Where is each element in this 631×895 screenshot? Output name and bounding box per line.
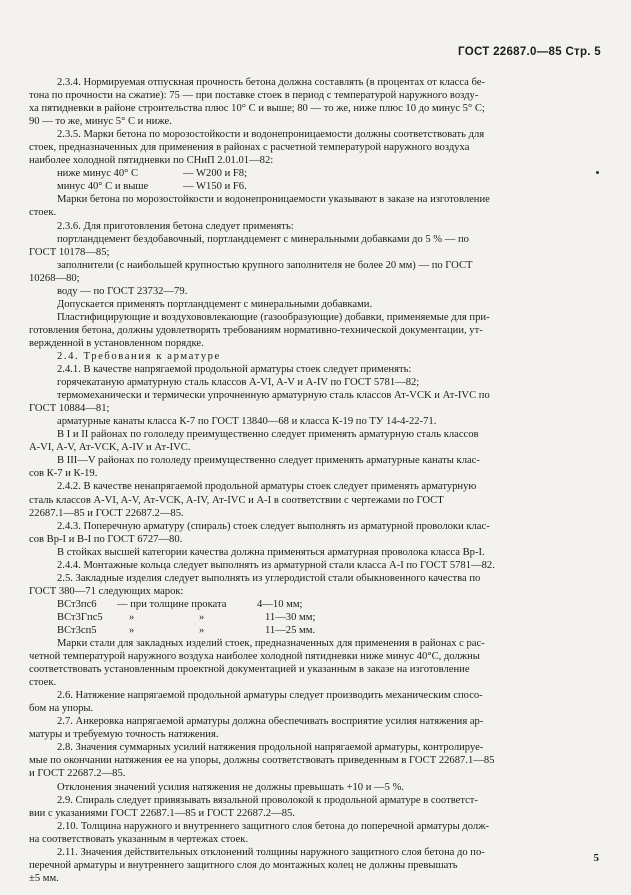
section-heading: 2.4. Требования к арматуре bbox=[57, 350, 221, 362]
text-line: 2.9. Спираль следует привязывать вязальной проволокой к продольной арматуре в соответст- bbox=[57, 794, 478, 806]
text-line: ГОСТ 10884—81; bbox=[29, 403, 110, 415]
text-line: воду — по ГОСТ 23732—79. bbox=[57, 285, 188, 297]
text-line: сов Вр-I и В-I по ГОСТ 6727—80. bbox=[29, 533, 183, 545]
text-line: четной температурой наружного воздуха наиболее холодной пятидневки ниже минус 40°С, должны bbox=[29, 651, 480, 663]
frost-grade-row bbox=[29, 167, 599, 180]
text-line: термомеханически и термически упрочненную арматурную сталь классов Ат-VCK и Ат-IVC по bbox=[57, 390, 490, 402]
text-line: A-VI, A-V, Ат-VCK, A-IV и Ат-IVC. bbox=[29, 442, 191, 454]
text-line: заполнители (с наибольшей крупностью крупного заполнителя не более 20 мм) — по ГОСТ bbox=[57, 259, 473, 271]
steel-grade: ВСт3Гпс5 bbox=[57, 611, 103, 623]
text-line: бом на упоры. bbox=[29, 703, 94, 715]
text-line: 2.11. Значения действительных отклонений толщины наружного защитного слоя бетона до по- bbox=[57, 846, 485, 858]
text-line: сов К-7 и К-19. bbox=[29, 468, 98, 480]
ditto-mark: » bbox=[199, 611, 205, 623]
text-line: стоек. bbox=[29, 677, 57, 689]
text-line: стоек, предназначенных для применения в районах с расчетной температурой наружного воздуха bbox=[29, 142, 470, 154]
steel-grade-thickness: 4—10 мм; bbox=[257, 598, 303, 610]
steel-grade: ВСт3сп5 bbox=[57, 624, 97, 636]
page-number: 5 bbox=[593, 852, 599, 864]
document-body bbox=[29, 76, 599, 885]
text-line: В стойках высшей категории качества должна применяться арматурная проволока класса Вр-I. bbox=[57, 546, 485, 558]
text-line: ГОСТ 380—71 следующих марок: bbox=[29, 585, 184, 597]
frost-grade-value: — W150 и F6. bbox=[183, 181, 247, 193]
steel-grade-row bbox=[29, 598, 599, 611]
text-line: стоек. bbox=[29, 207, 57, 219]
text-line: 2.4.2. В качестве ненапрягаемой продольной арматуры стоек следует применять арматурную bbox=[57, 481, 477, 493]
frost-grade-condition: минус 40° С и выше bbox=[57, 181, 149, 193]
text-line: 2.3.6. Для приготовления бетона следует применять: bbox=[57, 220, 294, 232]
text-line: Пластифицирующие и воздухововлекающие (газообразующие) добавки, применяемые для при- bbox=[57, 311, 490, 323]
text-line: на соответствовать указанным в чертежах стоек. bbox=[29, 833, 249, 845]
page-header: ГОСТ 22687.0—85 Стр. 5 bbox=[458, 46, 601, 58]
text-line: портландцемент бездобавочный, портландцемент с минеральными добавками до 5 % — по bbox=[57, 233, 469, 245]
steel-grade-thickness: 11—25 мм. bbox=[265, 624, 316, 636]
text-line: 2.4.4. Монтажные кольца следует выполнять из арматурной стали класса A-I по ГОСТ 5781—82. bbox=[57, 559, 495, 571]
text-line: горячекатаную арматурную сталь классов A-VI, A-V и A-IV по ГОСТ 5781—82; bbox=[57, 377, 420, 389]
text-line: ±5 мм. bbox=[29, 872, 59, 884]
text-line: наиболее холодной пятидневки по СНиП 2.01.01—82: bbox=[29, 155, 274, 167]
text-line: Отклонения значений усилия натяжения не должны превышать +10 и —5 %. bbox=[57, 781, 405, 793]
steel-grade-thickness: 11—30 мм; bbox=[265, 611, 316, 623]
text-line: В I и II районах по гололеду преимущественно следует применять арматурную сталь классов bbox=[57, 429, 479, 441]
text-line: В III—V районах по гололеду преимущественно следует применять арматурные канаты клас- bbox=[57, 455, 480, 467]
ditto-mark: » bbox=[129, 624, 135, 636]
text-line: арматурные канаты класса К-7 по ГОСТ 13840—68 и класса К-19 по ТУ 14-4-22-71. bbox=[57, 416, 437, 428]
text-line: 22687.1—85 и ГОСТ 22687.2—85. bbox=[29, 507, 184, 519]
frost-grade-row bbox=[29, 180, 599, 193]
text-line: ха пятидневки в районе строительства плюс 10° С и выше; 80 — то же, ниже плюс 10 до минус 5° С; bbox=[29, 103, 485, 115]
steel-grade-row bbox=[29, 611, 599, 624]
text-line: 90 — то же, минус 5° С и ниже. bbox=[29, 116, 172, 128]
text-line: 2.10. Толщина наружного и внутреннего защитного слоя бетона до поперечной арматуры долж- bbox=[57, 820, 490, 832]
text-line: готовления бетона, должны удовлетворять требованиям нормативно-технической документации, ут- bbox=[29, 324, 483, 336]
text-line: 2.4.3. Поперечную арматуру (спираль) стоек следует выполнять из арматурной проволоки клас- bbox=[57, 520, 490, 532]
text-line: и ГОСТ 22687.2—85. bbox=[29, 768, 126, 780]
text-line: мые по окончании натяжения ее на упоры, должны соответствовать приведенным в ГОСТ 22687.1—85 bbox=[29, 755, 495, 767]
text-line: 10268—80; bbox=[29, 272, 80, 284]
text-line: 2.8. Значения суммарных усилий натяжения продольной напрягаемой арматуры, контролируе- bbox=[57, 742, 484, 754]
text-line: вержденной в установленном порядке. bbox=[29, 337, 204, 349]
text-line: тона по прочности на сжатие): 75 — при поставке стоек в период с температурой наружного возду- bbox=[29, 90, 479, 102]
text-line: вии с указаниями ГОСТ 22687.1—85 и ГОСТ 22687.2—85. bbox=[29, 807, 295, 819]
text-line: 2.6. Натяжение напрягаемой продольной арматуры следует производить механическим спосо- bbox=[57, 690, 483, 702]
text-line: соответствовать установленным проектной документацией и указанным в заказе на изготовление bbox=[29, 664, 470, 676]
text-line: 2.7. Анкеровка напрягаемой арматуры должна обеспечивать восприятие усилия натяжения ар- bbox=[57, 716, 484, 728]
text-line: 2.5. Закладные изделия следует выполнять из углеродистой стали обыкновенного качества по bbox=[57, 572, 481, 584]
ditto-mark: » bbox=[199, 624, 205, 636]
text-line: 2.3.4. Нормируемая отпускная прочность бетона должна составлять (в процентах от класса бе- bbox=[57, 77, 485, 88]
text-line: сталь классов A-VI, A-V, Ат-VCK, A-IV, Ат-IVC и A-I в соответствии с чертежами по ГОСТ bbox=[29, 494, 444, 506]
text-line: ГОСТ 10178—85; bbox=[29, 246, 110, 258]
text-line: Марки бетона по морозостойкости и водонепроницаемости указывают в заказе на изготовление bbox=[57, 194, 490, 206]
text-line: матуры и требуемую точность натяжения. bbox=[29, 729, 219, 741]
steel-grade-condition: — при толщине проката bbox=[117, 598, 227, 610]
frost-grade-value: — W200 и F8; bbox=[183, 168, 248, 180]
text-line: 2.3.5. Марки бетона по морозостойкости и водонепроницаемости должны соответствовать для bbox=[57, 129, 485, 141]
text-line: Допускается применять портландцемент с минеральными добавками. bbox=[57, 298, 373, 310]
ditto-mark: » bbox=[129, 611, 135, 623]
text-line: перечной арматуры и внутреннего защитного слоя до монтажных колец не должны превышать bbox=[29, 859, 458, 871]
steel-grade: ВСт3пс6 bbox=[57, 598, 97, 610]
steel-grade-row bbox=[29, 624, 599, 637]
frost-grade-condition: ниже минус 40° С bbox=[57, 168, 139, 180]
text-line: 2.4.1. В качестве напрягаемой продольной арматуры стоек следует применять: bbox=[57, 364, 412, 376]
text-line: Марки стали для закладных изделий стоек, предназначенных для применения в районах с рас- bbox=[57, 638, 485, 650]
